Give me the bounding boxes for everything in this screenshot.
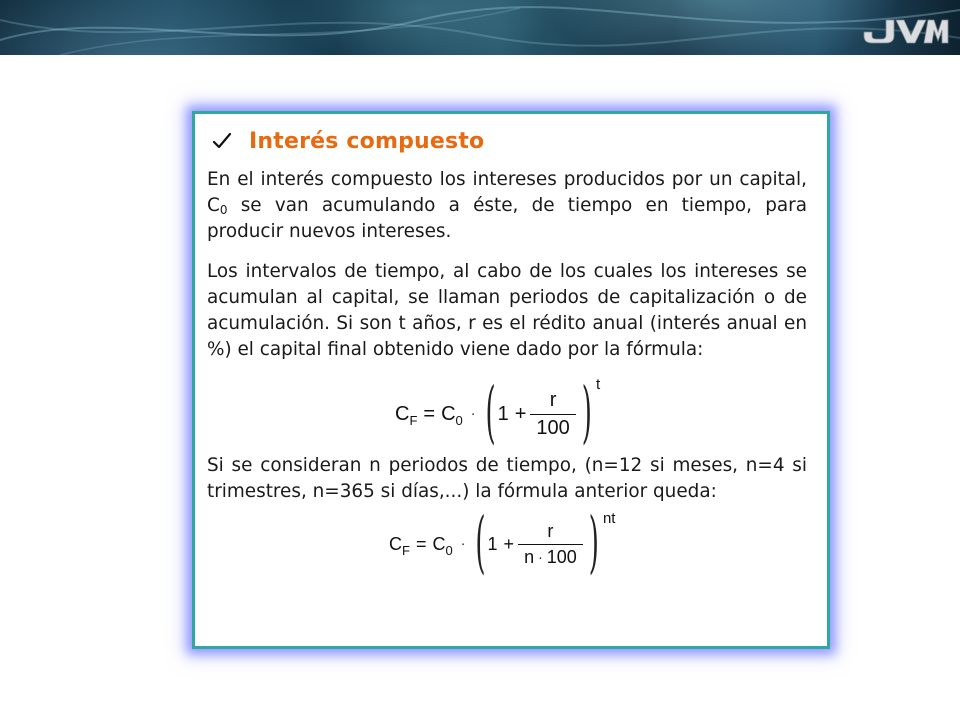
formula2-fraction — [518, 521, 583, 568]
formula1-cf: C — [395, 402, 410, 425]
section-title: Interés compuesto — [249, 128, 485, 154]
check-mark-icon — [211, 130, 233, 152]
formula1-fraction — [530, 389, 575, 440]
paragraph-definition-text-b: se van acumulando a éste, de tiempo en tiempo, para producir nuevos intereses. — [207, 195, 807, 242]
c0-subscript: 0 — [219, 203, 228, 217]
formula2-one: 1 — [487, 533, 498, 554]
formula2-cf-subscript: F — [402, 542, 410, 558]
formula-compound-interest — [395, 375, 807, 453]
paragraph-definition — [207, 167, 807, 245]
formula-compound-interest-periods — [389, 505, 807, 583]
section-heading — [207, 124, 807, 158]
formula1-numerator: r — [549, 388, 557, 411]
formula1-cf-subscript: F — [409, 412, 418, 428]
formula1-denominator: 100 — [530, 414, 575, 440]
formula1-exponent: t — [595, 375, 601, 393]
formula2-denominator-dot: · — [538, 548, 543, 565]
formula2-exponent: nt — [602, 509, 616, 527]
paragraph-periods: Si se consideran n periodos de tiempo, (n=12 si meses, n=4 si trimestres, n=365 si días,...) la fórmula anterior queda: — [207, 455, 807, 502]
formula1-c0-subscript: 0 — [455, 412, 463, 428]
header-banner — [0, 0, 960, 55]
paragraph-intervals: Los intervalos de tiempo, al cabo de los cuales los intereses se acumulan al capital, se llaman periodos de capitalización o de acumulación. Si son t años, r es el rédito anual (interés anual en %) el capital final obtenido viene dado por la fórmula: — [207, 261, 807, 360]
formula2-c0: C — [432, 533, 446, 554]
jvm-logo — [862, 14, 950, 44]
formula1-c0: C — [441, 402, 456, 425]
formula2-c0-subscript: 0 — [445, 542, 453, 558]
formula1-right-paren: ) — [581, 375, 592, 453]
banner-swirl-decoration — [0, 0, 960, 55]
formula1-equals: = — [423, 402, 436, 425]
formula1-left-paren: ( — [485, 375, 496, 453]
formula2-left-paren: ( — [475, 505, 486, 583]
formula1-plus: + — [514, 402, 527, 425]
formula2-cf: C — [389, 533, 402, 554]
formula2-plus: + — [503, 533, 515, 554]
formula2-denominator-100: 100 — [546, 546, 577, 567]
formula2-denominator — [518, 544, 583, 568]
content-card — [192, 111, 830, 649]
formula2-numerator: r — [547, 520, 554, 541]
formula1-one: 1 — [497, 402, 509, 425]
formula2-right-paren: ) — [588, 505, 599, 583]
formula2-denominator-n: n — [524, 546, 535, 567]
formula1-dot: · — [470, 405, 476, 421]
formula2-dot: · — [460, 535, 466, 551]
formula2-equals: = — [415, 533, 427, 554]
paragraph-definition-text-a: En el interés compuesto los intereses producidos por un capital, C — [207, 169, 807, 216]
